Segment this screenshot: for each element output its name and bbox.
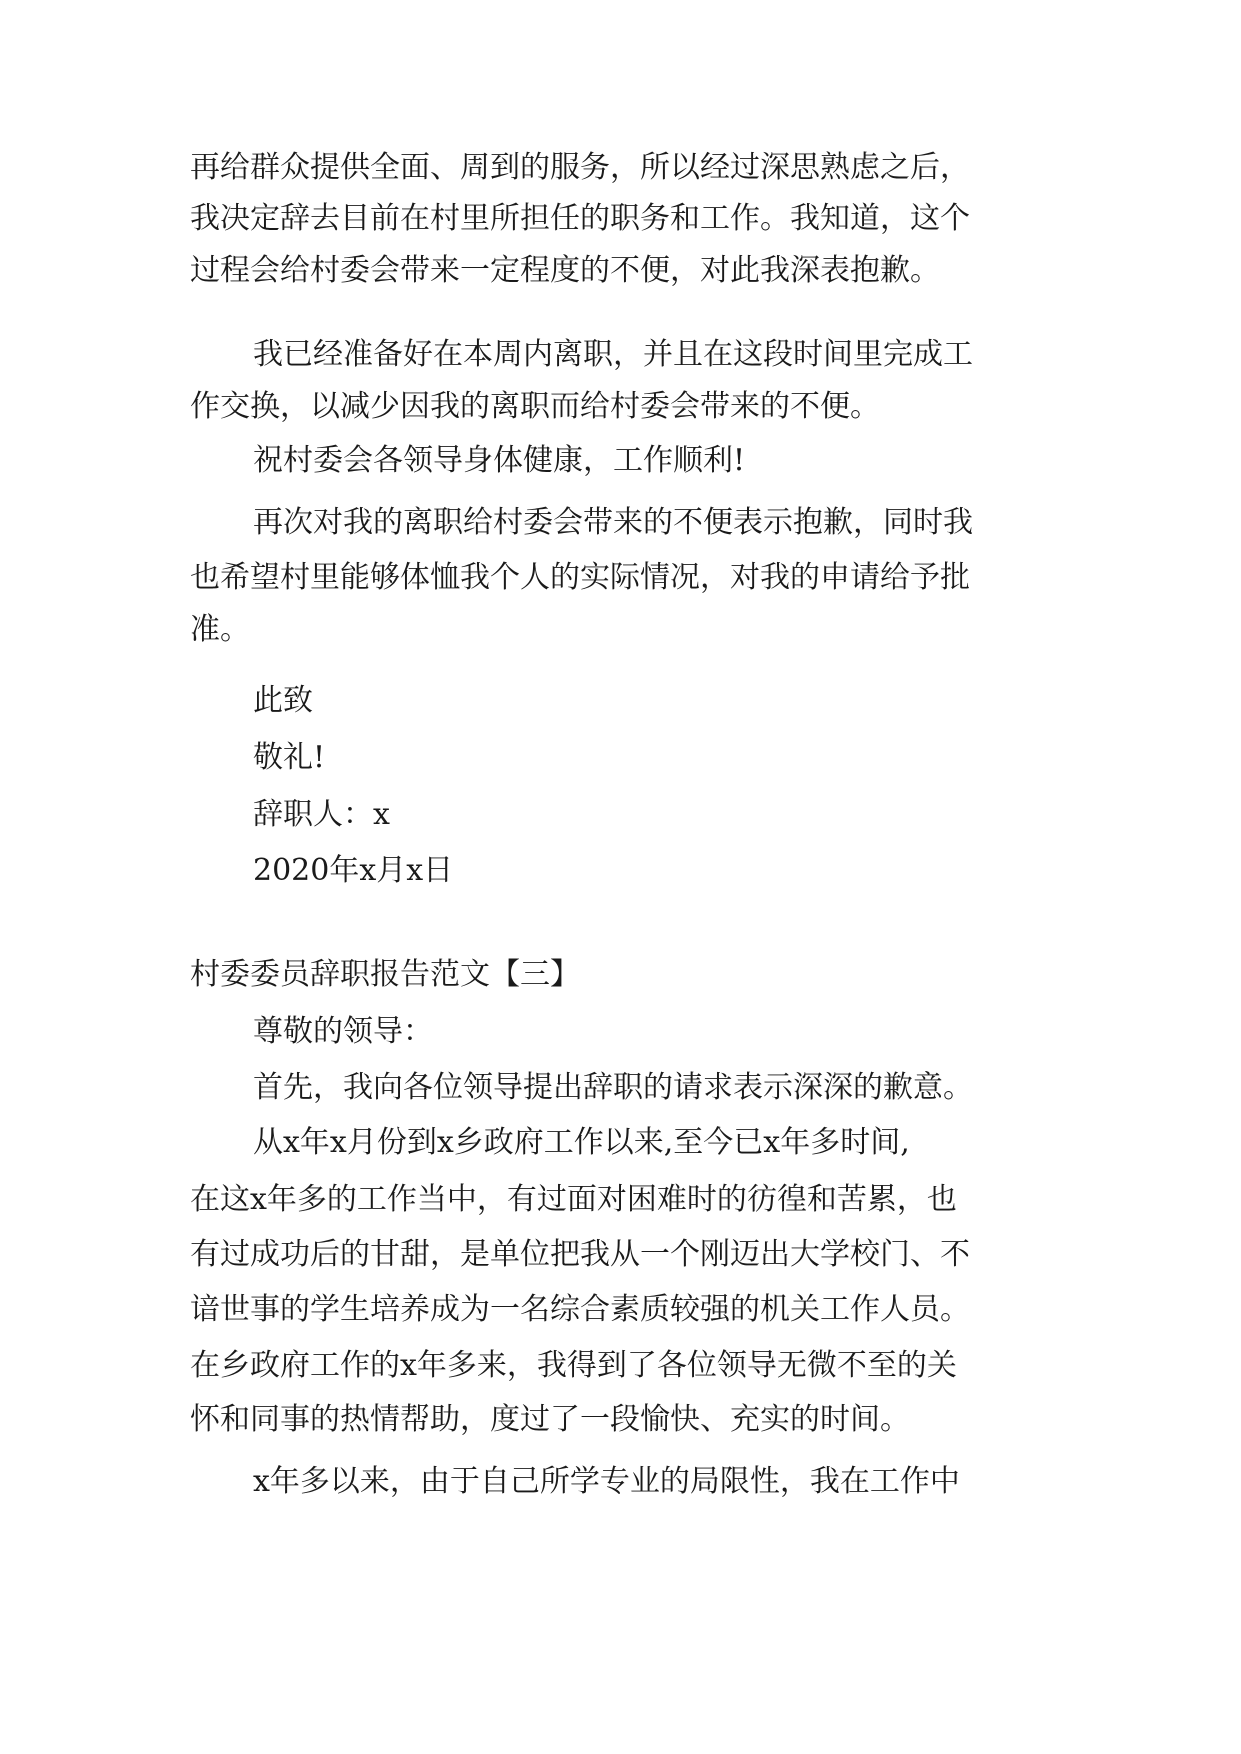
paragraph-line: 准。 (190, 612, 250, 647)
salutation: 尊敬的领导： (253, 1014, 433, 1049)
paragraph-line: 再次对我的离职给村委会带来的不便表示抱歉，同时我 (253, 505, 973, 540)
paragraph-line: 过程会给村委会带来一定程度的不便，对此我深表抱歉。 (190, 253, 940, 288)
paragraph-line: 首先，我向各位领导提出辞职的请求表示深深的歉意。 (253, 1070, 973, 1105)
paragraph-line: 也希望村里能够体恤我个人的实际情况，对我的申请给予批 (190, 560, 970, 595)
paragraph-line: x年多以来，由于自己所学专业的局限性，我在工作中 (253, 1464, 960, 1499)
closing-line: 敬礼! (253, 740, 326, 775)
paragraph-line: 有过成功后的甘甜，是单位把我从一个刚迈出大学校门、不 (190, 1237, 970, 1272)
paragraph-line: 再给群众提供全面、周到的服务，所以经过深思熟虑之后， (190, 150, 970, 185)
closing-line: 此致 (253, 683, 313, 718)
paragraph-line: 在乡政府工作的x年多来，我得到了各位领导无微不至的关 (190, 1348, 957, 1383)
paragraph-line: 怀和同事的热情帮助，度过了一段愉快、充实的时间。 (190, 1402, 910, 1437)
paragraph-line: 祝村委会各领导身体健康，工作顺利! (253, 443, 746, 478)
paragraph-line: 我已经准备好在本周内离职，并且在这段时间里完成工 (253, 337, 973, 372)
paragraph-line: 谙世事的学生培养成为一名综合素质较强的机关工作人员。 (190, 1292, 970, 1327)
signature-line: 辞职人：x (253, 797, 390, 832)
paragraph-line: 在这x年多的工作当中，有过面对困难时的彷徨和苦累，也 (190, 1182, 957, 1217)
paragraph-line: 作交换，以减少因我的离职而给村委会带来的不便。 (190, 389, 880, 424)
paragraph-line: 从x年x月份到x乡政府工作以来,至今已x年多时间, (253, 1125, 910, 1160)
date-line: 2020年x月x日 (253, 853, 454, 888)
section-title: 村委委员辞职报告范文【三】 (190, 957, 580, 992)
paragraph-line: 我决定辞去目前在村里所担任的职务和工作。我知道，这个 (190, 201, 970, 236)
